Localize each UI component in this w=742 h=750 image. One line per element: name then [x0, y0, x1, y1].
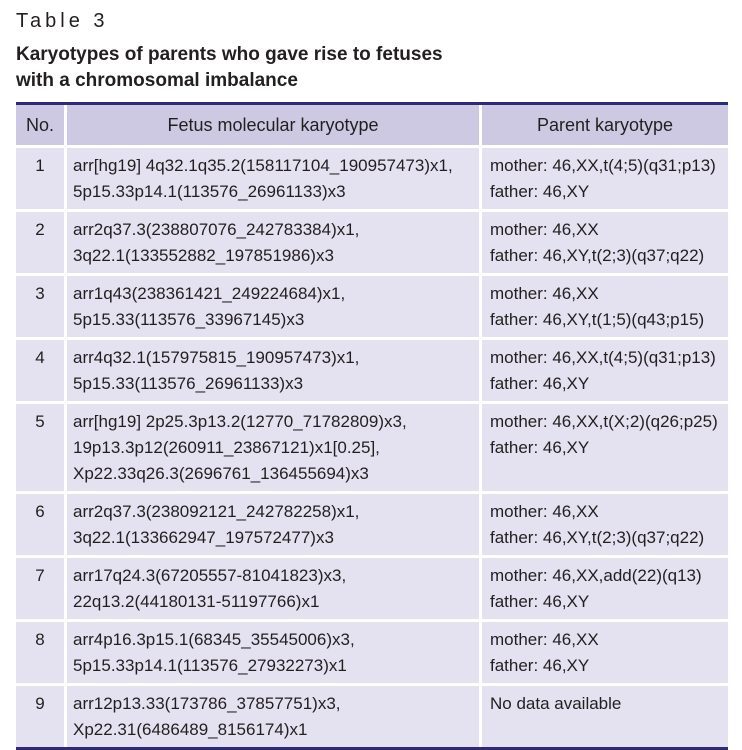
table-caption: [16, 42, 716, 94]
parent-karyotype-cell: [479, 686, 728, 747]
fetus-karyotype-cell: [64, 686, 479, 747]
fetus-karyotype-line: 19p13.3p12(260911_23867121)x1[0.25],: [73, 438, 380, 457]
parent-karyotype-line: mother: 46,XX: [490, 284, 599, 303]
fetus-karyotype-line: 5p15.33(113576_26961133)x3: [73, 374, 304, 393]
parent-karyotype-cell: [479, 558, 728, 622]
karyotype-table: [16, 102, 728, 750]
caption-line-2: with a chromosomal imbalance: [16, 70, 298, 91]
table-row: [16, 148, 728, 212]
fetus-karyotype-cell: [64, 558, 479, 622]
parent-karyotype-cell: [479, 148, 728, 212]
row-number: 9: [16, 686, 64, 747]
fetus-karyotype-line: arr12p13.33(173786_37857751)x3,: [73, 694, 341, 713]
table-body: [16, 148, 728, 747]
fetus-karyotype-line: 5p15.33(113576_33967145)x3: [73, 310, 305, 329]
fetus-karyotype-line: 5p15.33p14.1(113576_27932273)x1: [73, 656, 347, 675]
parent-karyotype-line: father: 46,XY,t(2;3)(q37;q22): [490, 528, 705, 547]
parent-karyotype-line: mother: 46,XX: [490, 502, 599, 521]
fetus-karyotype-cell: [64, 494, 479, 558]
fetus-karyotype-cell: [64, 148, 479, 212]
table-row: [16, 494, 728, 558]
parent-karyotype-line: father: 46,XY,t(2;3)(q37;q22): [490, 246, 705, 265]
fetus-karyotype-line: Xp22.33q26.3(2696761_136455694)x3: [73, 464, 369, 483]
row-number: 7: [16, 558, 64, 622]
fetus-karyotype-cell: [64, 622, 479, 686]
header-row: [16, 105, 728, 148]
parent-karyotype-line: mother: 46,XX,t(X;2)(q26;p25): [490, 412, 718, 431]
parent-karyotype-cell: [479, 622, 728, 686]
fetus-karyotype-line: 5p15.33p14.1(113576_26961133)x3: [73, 182, 346, 201]
table-row: [16, 340, 728, 404]
row-number: 2: [16, 212, 64, 276]
fetus-karyotype-line: arr1q43(238361421_249224684)x1,: [73, 284, 346, 303]
parent-karyotype-line: father: 46,XY,t(1;5)(q43;p15): [490, 310, 705, 329]
fetus-karyotype-line: arr2q37.3(238807076_242783384)x1,: [73, 220, 360, 239]
table-row: [16, 276, 728, 340]
fetus-karyotype-line: 3q22.1(133552882_197851986)x3: [73, 246, 334, 265]
fetus-karyotype-cell: [64, 404, 479, 494]
parent-karyotype-line: father: 46,XY: [490, 592, 590, 611]
header-no: No.: [16, 105, 64, 148]
parent-karyotype-line: father: 46,XY: [490, 656, 590, 675]
fetus-karyotype-cell: [64, 340, 479, 404]
header-fetus-karyotype: Fetus molecular karyotype: [64, 105, 479, 148]
row-number: 5: [16, 404, 64, 494]
row-number: 8: [16, 622, 64, 686]
fetus-karyotype-line: arr2q37.3(238092121_242782258)x1,: [73, 502, 360, 521]
row-number: 6: [16, 494, 64, 558]
parent-karyotype-line: father: 46,XY: [490, 374, 590, 393]
row-number: 1: [16, 148, 64, 212]
parent-karyotype-cell: [479, 212, 728, 276]
fetus-karyotype-line: arr4q32.1(157975815_190957473)x1,: [73, 348, 360, 367]
parent-karyotype-line: mother: 46,XX: [490, 630, 599, 649]
parent-karyotype-line: mother: 46,XX: [490, 220, 599, 239]
row-number: 4: [16, 340, 64, 404]
fetus-karyotype-line: arr[hg19] 2p25.3p13.2(12770_71782809)x3,: [73, 412, 407, 431]
fetus-karyotype-line: Xp22.31(6486489_8156174)x1: [73, 720, 308, 739]
fetus-karyotype-line: arr4p16.3p15.1(68345_35545006)x3,: [73, 630, 355, 649]
table-row: [16, 404, 728, 494]
parent-karyotype-cell: [479, 276, 728, 340]
row-number: 3: [16, 276, 64, 340]
parent-karyotype-cell: [479, 494, 728, 558]
fetus-karyotype-line: 22q13.2(44180131-51197766)x1: [73, 592, 320, 611]
fetus-karyotype-cell: [64, 276, 479, 340]
fetus-karyotype-line: 3q22.1(133662947_197572477)x3: [73, 528, 334, 547]
parent-karyotype-line: mother: 46,XX,t(4;5)(q31;p13): [490, 348, 716, 367]
table-number: Table 3: [16, 10, 109, 32]
parent-karyotype-line: mother: 46,XX,add(22)(q13): [490, 566, 702, 585]
parent-karyotype-cell: [479, 340, 728, 404]
table-row: [16, 686, 728, 747]
fetus-karyotype-line: arr[hg19] 4q32.1q35.2(158117104_190957473)x1,: [73, 156, 453, 175]
fetus-karyotype-cell: [64, 212, 479, 276]
parent-karyotype-line: father: 46,XY: [490, 438, 590, 457]
parent-karyotype-line: mother: 46,XX,t(4;5)(q31;p13): [490, 156, 716, 175]
parent-karyotype-line: No data available: [490, 694, 622, 713]
header-parent-karyotype: Parent karyotype: [479, 105, 728, 148]
table-row: [16, 212, 728, 276]
table-row: [16, 622, 728, 686]
table-row: [16, 558, 728, 622]
caption-line-1: Karyotypes of parents who gave rise to fetuses: [16, 44, 443, 65]
fetus-karyotype-line: arr17q24.3(67205557-81041823)x3,: [73, 566, 347, 585]
parent-karyotype-line: father: 46,XY: [490, 182, 590, 201]
parent-karyotype-cell: [479, 404, 728, 494]
